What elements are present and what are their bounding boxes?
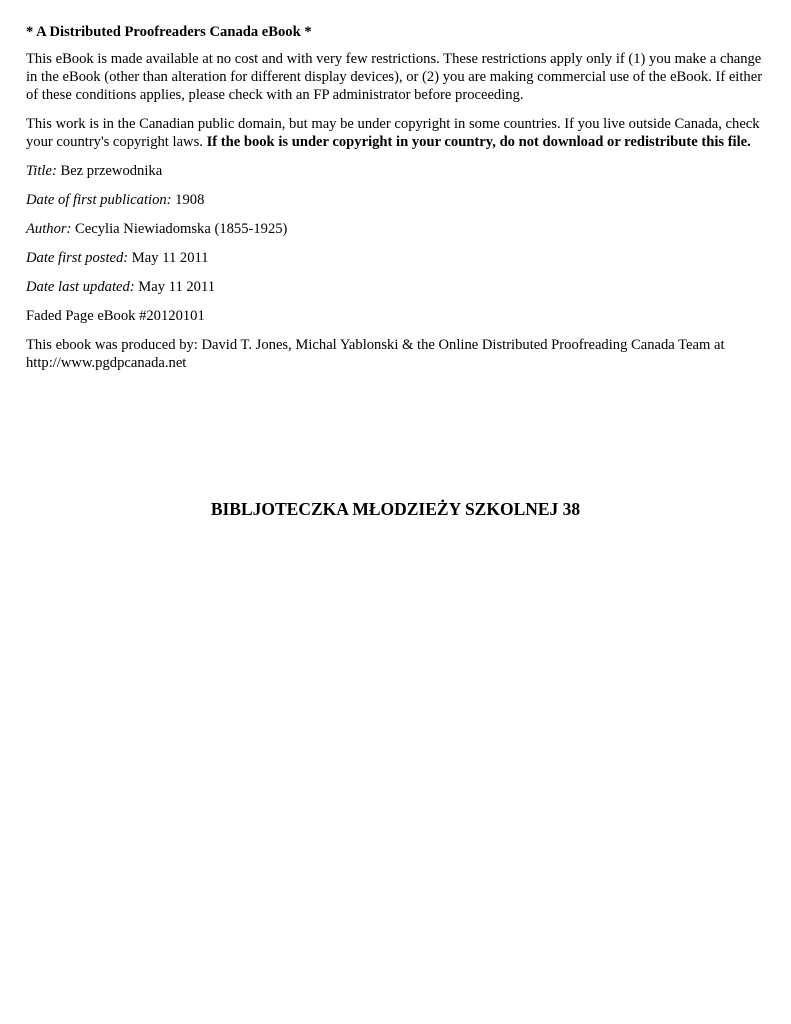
copyright-notice-text: This work is in the Canadian public domain, but may be under copyright in some countries. If you live outside Canada, check your country's copyright laws. [26, 116, 760, 150]
meta-title-label: Title: [26, 163, 57, 179]
copyright-warning-text: If the book is under copyright in your country, do not download or redistribute this file. [206, 134, 751, 150]
copyright-paragraph [26, 115, 768, 151]
document-heading: * A Distributed Proofreaders Canada eBook * [26, 24, 312, 40]
meta-first-publication-value: 1908 [171, 192, 205, 208]
meta-title-value: Bez przewodnika [56, 163, 163, 179]
meta-author-label: Author: [26, 221, 72, 237]
meta-first-publication [26, 191, 768, 209]
meta-first-posted-value: May 11 2011 [128, 250, 209, 266]
meta-last-updated-value: May 11 2011 [134, 279, 216, 295]
meta-first-publication-label: Date of first publication: [26, 192, 172, 208]
meta-author-value: Cecylia Niewiadomska (1855-1925) [71, 221, 288, 237]
series-title: BIBLJOTECZKA MŁODZIEŻY SZKOLNEJ 38 [210, 499, 581, 519]
meta-last-updated-label: Date last updated: [26, 279, 135, 295]
meta-first-posted [26, 249, 768, 267]
license-paragraph: This eBook is made available at no cost and with very few restrictions. These restrictions apply only if (1) you make a change in the eBook (other than alteration for different display devices), or (2) you are making commercial use of the eBook. If either of these conditions applies, please check with an FP administrator before proceeding. [26, 51, 763, 103]
meta-title [26, 162, 768, 180]
meta-author [26, 220, 768, 238]
meta-first-posted-label: Date first posted: [26, 250, 129, 266]
document-page [26, 23, 768, 383]
meta-last-updated [26, 278, 768, 296]
ebook-number: Faded Page eBook #20120101 [26, 308, 205, 324]
credits-paragraph: This ebook was produced by: David T. Jones, Michal Yablonski & the Online Distributed Proofreading Canada Team at http://www.pgdpcanada.net [26, 337, 725, 371]
